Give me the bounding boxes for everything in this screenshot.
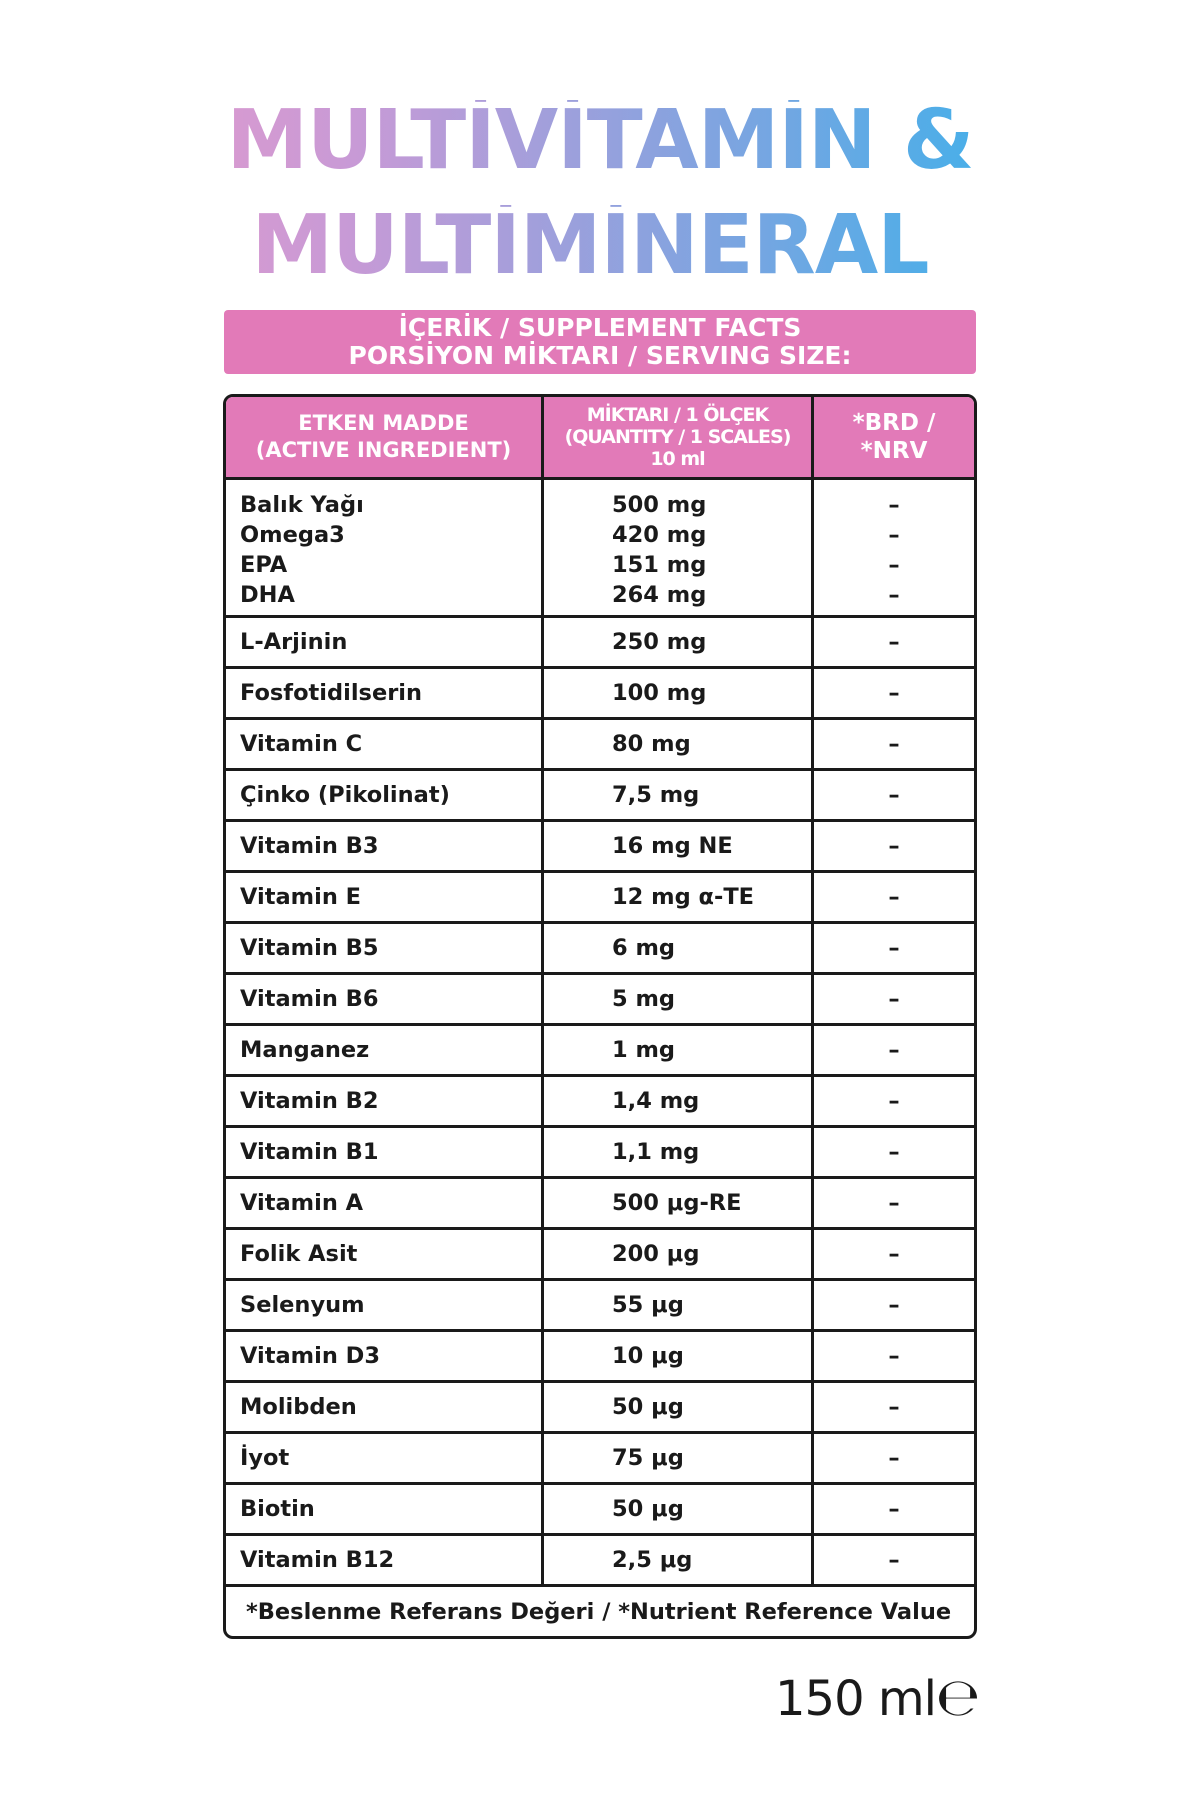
ingredient-amount: 1,1 mg	[544, 1128, 814, 1176]
table-footnote: *Beslenme Referans Değeri / *Nutrient Reference Value	[246, 1598, 952, 1625]
ingredient-nrv: –	[888, 782, 900, 808]
ingredient-amount: 250 mg	[544, 618, 814, 666]
ingredient-amount: 75 μg	[544, 1434, 814, 1482]
ingredient-name: DHA	[240, 581, 295, 608]
ingredient-amount: 7,5 mg	[544, 771, 814, 819]
product-title-line1: MULTİVİTAMİN &	[0, 100, 1200, 182]
table-row-fish-oil-group	[226, 480, 974, 618]
ingredient-nrv: –	[888, 680, 900, 706]
ingredient-name: İyot	[226, 1434, 544, 1482]
banner-line2: PORSİYON MİKTARI / SERVING SIZE:	[348, 341, 852, 370]
ingredient-name: Balık Yağı	[240, 491, 364, 518]
ingredient-amount: 50 μg	[544, 1383, 814, 1431]
ingredient-nrv: –	[888, 581, 900, 608]
header-nrv-tr: *BRD /	[852, 410, 936, 436]
ingredient-nrv: –	[888, 1139, 900, 1165]
table-row	[226, 873, 974, 924]
table-row	[226, 1230, 974, 1281]
ingredient-nrv: –	[888, 1190, 900, 1216]
ingredient-nrv: –	[888, 1241, 900, 1267]
table-row	[226, 1434, 974, 1485]
table-row	[226, 669, 974, 720]
ingredient-name: Folik Asit	[226, 1230, 544, 1278]
ingredient-amount: 1 mg	[544, 1026, 814, 1074]
ingredient-amount: 100 mg	[544, 669, 814, 717]
table-row	[226, 1077, 974, 1128]
group-ingredient-cell	[226, 480, 544, 615]
table-row	[226, 1281, 974, 1332]
product-title-line2: MULTİMİNERAL	[0, 205, 1190, 287]
table-row	[226, 924, 974, 975]
ingredient-nrv: –	[888, 1394, 900, 1420]
ingredient-amount: 2,5 μg	[544, 1536, 814, 1584]
table-row	[226, 1332, 974, 1383]
ingredient-amount: 420 mg	[612, 521, 707, 548]
table-row	[226, 1383, 974, 1434]
ingredient-nrv: –	[888, 731, 900, 757]
ingredient-name: Vitamin B3	[226, 822, 544, 870]
ingredient-nrv: –	[888, 551, 900, 578]
ingredient-name: Manganez	[226, 1026, 544, 1074]
ingredient-name: Selenyum	[226, 1281, 544, 1329]
ingredient-nrv: –	[888, 1496, 900, 1522]
table-row	[226, 975, 974, 1026]
header-quantity-dose: 10 ml	[650, 448, 705, 470]
ingredient-name: Vitamin B1	[226, 1128, 544, 1176]
ingredient-nrv: –	[888, 491, 900, 518]
ingredient-name: Fosfotidilserin	[226, 669, 544, 717]
estimated-sign-icon: ℮	[935, 1668, 980, 1728]
ingredient-name: Vitamin A	[226, 1179, 544, 1227]
ingredient-amount: 500 mg	[612, 491, 707, 518]
ingredient-name: Çinko (Pikolinat)	[226, 771, 544, 819]
volume-text: 150 ml	[775, 1671, 936, 1727]
ingredient-nrv: –	[888, 521, 900, 548]
header-nrv	[814, 397, 974, 477]
table-row	[226, 822, 974, 873]
ingredient-name: L-Arjinin	[226, 618, 544, 666]
table-row	[226, 720, 974, 771]
header-ingredient	[226, 397, 544, 477]
ingredient-nrv: –	[888, 1445, 900, 1471]
ingredient-nrv: –	[888, 1037, 900, 1063]
table-row	[226, 1536, 974, 1587]
header-nrv-en: *NRV	[860, 438, 928, 464]
ingredient-name: Vitamin B2	[226, 1077, 544, 1125]
table-row	[226, 1179, 974, 1230]
ingredient-amount: 12 mg α-TE	[544, 873, 814, 921]
ingredient-amount: 10 μg	[544, 1332, 814, 1380]
ingredient-name: Vitamin B12	[226, 1536, 544, 1584]
ingredient-name: Vitamin B6	[226, 975, 544, 1023]
ingredient-nrv: –	[888, 1088, 900, 1114]
ingredient-name: Vitamin C	[226, 720, 544, 768]
ingredient-amount: 80 mg	[544, 720, 814, 768]
table-header-row	[226, 397, 974, 480]
group-amount-cell	[544, 480, 814, 615]
ingredient-amount: 264 mg	[612, 581, 707, 608]
table-row	[226, 1026, 974, 1077]
ingredient-name: Molibden	[226, 1383, 544, 1431]
ingredient-amount: 200 μg	[544, 1230, 814, 1278]
ingredient-name: Omega3	[240, 521, 345, 548]
header-quantity-en: (QUANTITY / 1 SCALES)	[564, 426, 791, 448]
ingredient-amount: 5 mg	[544, 975, 814, 1023]
ingredient-nrv: –	[888, 1343, 900, 1369]
ingredient-name: Vitamin E	[226, 873, 544, 921]
ingredient-amount: 1,4 mg	[544, 1077, 814, 1125]
ingredient-amount: 500 μg-RE	[544, 1179, 814, 1227]
ingredient-amount: 16 mg NE	[544, 822, 814, 870]
table-row	[226, 1128, 974, 1179]
supplement-facts-table	[223, 394, 977, 1639]
table-row	[226, 618, 974, 669]
supplement-facts-banner	[224, 310, 976, 374]
table-row	[226, 1485, 974, 1536]
ingredient-amount: 50 μg	[544, 1485, 814, 1533]
ingredient-nrv: –	[888, 935, 900, 961]
ingredient-amount: 55 μg	[544, 1281, 814, 1329]
header-quantity-tr: MİKTARI / 1 ÖLÇEK	[586, 404, 769, 426]
ingredient-amount: 6 mg	[544, 924, 814, 972]
ingredient-nrv: –	[888, 986, 900, 1012]
ingredient-name: Vitamin D3	[226, 1332, 544, 1380]
net-volume	[775, 1668, 979, 1728]
table-row	[226, 771, 974, 822]
header-ingredient-tr: ETKEN MADDE	[298, 411, 469, 435]
ingredient-nrv: –	[888, 1547, 900, 1573]
banner-line1: İÇERİK / SUPPLEMENT FACTS	[398, 313, 802, 342]
ingredient-name: EPA	[240, 551, 288, 578]
ingredient-name: Biotin	[226, 1485, 544, 1533]
ingredient-amount: 151 mg	[612, 551, 707, 578]
ingredient-nrv: –	[888, 629, 900, 655]
group-nrv-cell	[814, 480, 974, 615]
ingredient-nrv: –	[888, 833, 900, 859]
ingredient-nrv: –	[888, 1292, 900, 1318]
ingredient-name: Vitamin B5	[226, 924, 544, 972]
ingredient-nrv: –	[888, 884, 900, 910]
header-quantity	[544, 397, 814, 477]
header-ingredient-en: (ACTIVE INGREDIENT)	[255, 438, 512, 462]
